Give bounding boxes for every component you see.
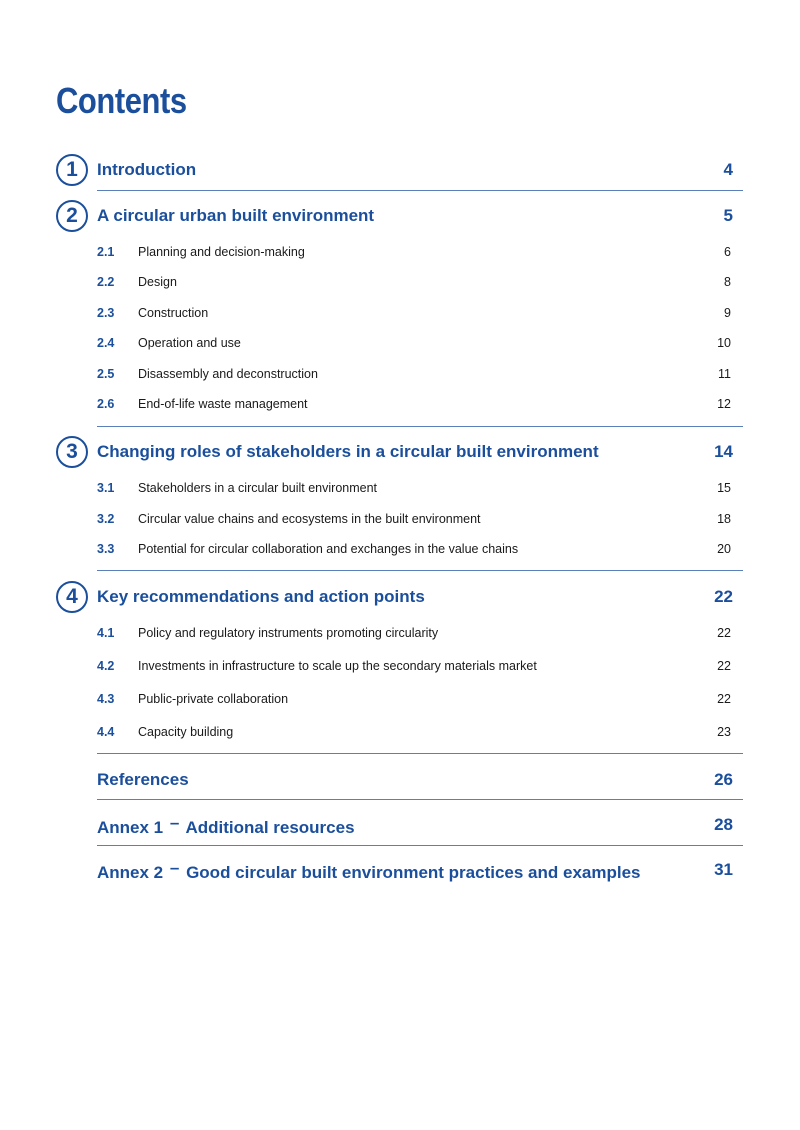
subsection-title[interactable]: Circular value chains and ecosystems in the built environment (138, 512, 481, 526)
toc-subsection[interactable] (97, 275, 743, 295)
toc-subsection[interactable] (97, 367, 743, 387)
toc-references[interactable] (97, 770, 743, 800)
subsection-number: 4.4 (97, 725, 115, 739)
toc-subsection[interactable] (97, 245, 743, 265)
subsection-page: 8 (724, 275, 731, 289)
subsection-page: 23 (717, 725, 731, 739)
subsection-page: 22 (717, 692, 731, 706)
subsection-number: 2.2 (97, 275, 115, 289)
subsection-title[interactable]: Design (138, 275, 177, 289)
subsection-number: 3.2 (97, 512, 115, 526)
page-title: Contents (56, 80, 187, 121)
subsection-number: 4.2 (97, 659, 115, 673)
subsection-number: 2.5 (97, 367, 115, 381)
toc-page-number: 31 (714, 860, 733, 879)
subsection-page: 12 (717, 397, 731, 411)
toc-section-2[interactable] (66, 204, 743, 236)
subsection-title[interactable]: Stakeholders in a circular built environment (138, 481, 378, 495)
toc-subsection[interactable] (97, 512, 743, 532)
subsection-number: 2.3 (97, 306, 115, 320)
divider (97, 799, 743, 800)
toc-subsection[interactable] (97, 397, 743, 417)
divider (97, 426, 743, 427)
subsection-number: 2.6 (97, 397, 115, 411)
subsection-page: 22 (717, 659, 731, 673)
toc-annex-2[interactable] (97, 858, 743, 893)
subsection-page: 15 (717, 481, 731, 495)
divider (97, 753, 743, 754)
subsection-page: 10 (717, 336, 731, 350)
subsection-title[interactable]: Planning and decision-making (138, 245, 305, 259)
annex-prefix: Annex 1 (97, 818, 164, 837)
section-number-badge: 1 (56, 154, 88, 186)
subsection-number: 3.1 (97, 481, 115, 495)
annex-dash: – (169, 858, 180, 877)
subsection-title[interactable]: Policy and regulatory instruments promoting circularity (138, 626, 439, 640)
subsection-title[interactable]: Construction (138, 306, 209, 320)
toc-annex-1[interactable] (97, 813, 743, 848)
subsection-title[interactable]: Operation and use (138, 336, 241, 350)
annex-dash: – (169, 813, 180, 832)
toc-subsection[interactable] (97, 306, 743, 326)
toc-page-number: 22 (714, 587, 733, 606)
subsection-number: 4.1 (97, 626, 115, 640)
section-number-badge: 2 (56, 200, 88, 232)
subsection-page: 20 (717, 542, 731, 556)
toc-subsection[interactable] (97, 692, 743, 712)
subsection-title[interactable]: Public-private collaboration (138, 692, 289, 706)
toc-section-title[interactable]: Changing roles of stakeholders in a circular built environment (97, 442, 599, 461)
toc-subsection[interactable] (97, 626, 743, 646)
annex-title: Additional resources (185, 818, 355, 837)
toc-section-title[interactable]: Key recommendations and action points (97, 587, 425, 606)
subsection-number: 3.3 (97, 542, 115, 556)
toc-section-title[interactable]: References (97, 770, 189, 789)
subsection-number: 2.1 (97, 245, 115, 259)
toc-section-1[interactable] (66, 158, 743, 190)
toc-subsection[interactable] (97, 659, 743, 679)
subsection-page: 9 (724, 306, 731, 320)
toc-page-number: 26 (714, 770, 733, 789)
subsection-page: 22 (717, 626, 731, 640)
subsection-page: 11 (718, 367, 731, 381)
subsection-title[interactable]: Disassembly and deconstruction (138, 367, 318, 381)
annex-prefix: Annex 2 (97, 863, 164, 882)
toc-page-number: 14 (714, 442, 733, 461)
toc-subsection[interactable] (97, 542, 743, 562)
toc-page-number: 28 (714, 815, 733, 834)
subsection-page: 6 (724, 245, 731, 259)
subsection-number: 2.4 (97, 336, 115, 350)
divider (97, 845, 743, 846)
section-number-badge: 3 (56, 436, 88, 468)
subsection-title[interactable]: Investments in infrastructure to scale up the secondary materials market (138, 659, 537, 673)
subsection-title[interactable]: End-of-life waste management (138, 397, 308, 411)
subsection-title[interactable]: Potential for circular collaboration and exchanges in the value chains (138, 542, 519, 556)
toc-section-title[interactable]: Introduction (97, 160, 197, 179)
toc-subsection[interactable] (97, 725, 743, 745)
toc-page-number: 5 (723, 206, 733, 225)
subsection-page: 18 (717, 512, 731, 526)
toc-subsection[interactable] (97, 336, 743, 356)
toc-page-number: 4 (723, 160, 733, 179)
toc-section-title[interactable] (97, 813, 355, 838)
subsection-number: 4.3 (97, 692, 115, 706)
subsection-title[interactable]: Capacity building (138, 725, 234, 739)
toc-section-3[interactable] (66, 440, 743, 472)
divider (97, 570, 743, 571)
divider (97, 190, 743, 191)
toc-section-title[interactable] (97, 858, 641, 883)
toc-section-title[interactable]: A circular urban built environment (97, 206, 375, 225)
annex-title: Good circular built environment practices and examples (186, 863, 641, 882)
toc-section-4[interactable] (66, 585, 743, 617)
section-number-badge: 4 (56, 581, 88, 613)
toc-subsection[interactable] (97, 481, 743, 501)
